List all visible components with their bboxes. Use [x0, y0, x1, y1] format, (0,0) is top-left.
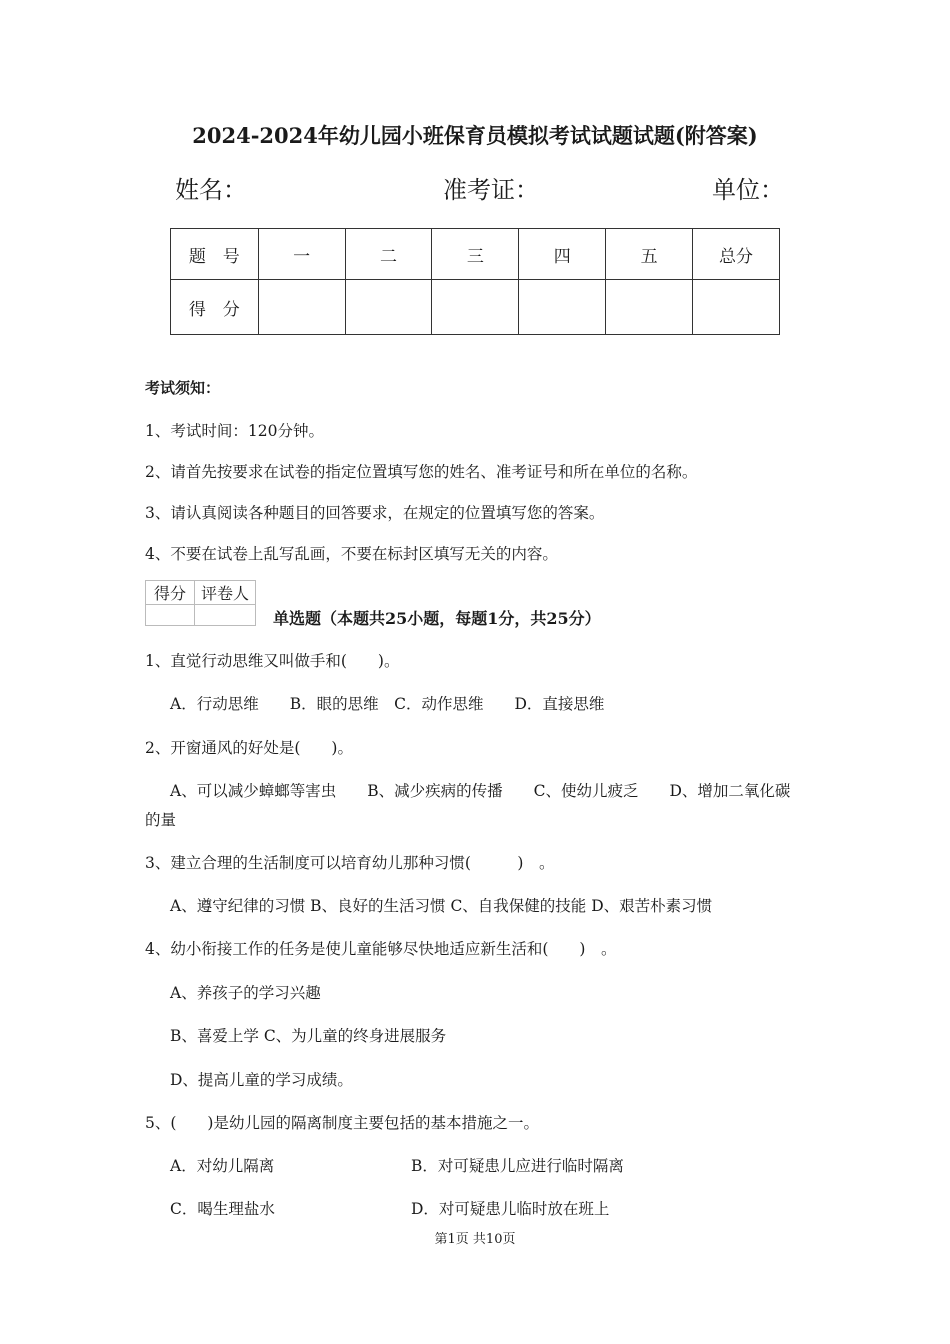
document-title: 2024-2024年幼儿园小班保育员模拟考试试题试题(附答案) — [192, 123, 758, 148]
score-cell[interactable] — [519, 280, 606, 335]
score-header-cell: 五 — [606, 229, 693, 280]
question-options: A、可以减少蟑螂等害虫 B、减少疾病的传播 C、使幼儿疲乏 D、增加二氧化碳 — [170, 782, 791, 800]
score-header-cell: 三 — [432, 229, 519, 280]
score-header-cell: 总分 — [693, 229, 780, 280]
score-header-cell: 一 — [258, 229, 345, 280]
unit-field-label: 单位： — [712, 176, 784, 204]
note-item: 4、不要在试卷上乱写乱画，不要在标封区填写无关的内容。 — [145, 545, 558, 563]
score-table-score-row — [171, 280, 780, 335]
question-stem: 1、直觉行动思维又叫做手和( )。 — [145, 652, 400, 670]
score-header-cell: 题 号 — [171, 229, 259, 280]
grader-score-label: 得分 — [146, 581, 195, 605]
note-item: 3、请认真阅读各种题目的回答要求，在规定的位置填写您的答案。 — [145, 504, 605, 522]
question-options: A、遵守纪律的习惯 B、良好的生活习惯 C、自我保健的技能 D、艰苦朴素习惯 — [170, 897, 713, 915]
question-options-continued: 的量 — [145, 811, 177, 829]
score-cell[interactable] — [258, 280, 345, 335]
question-option: D．对可疑患儿临时放在班上 — [411, 1200, 610, 1218]
grader-score-cell[interactable] — [146, 605, 195, 626]
grader-reviewer-label: 评卷人 — [195, 581, 256, 605]
note-item: 1、考试时间：120分钟。 — [145, 422, 324, 440]
score-header-cell: 四 — [519, 229, 606, 280]
note-item: 2、请首先按要求在试卷的指定位置填写您的姓名、准考证号和所在单位的名称。 — [145, 463, 698, 481]
question-stem: 2、开窗通风的好处是( )。 — [145, 739, 353, 757]
exam-id-field-label: 准考证： — [443, 176, 539, 204]
question-option: A．对幼儿隔离 — [170, 1157, 275, 1175]
question-stem: 4、幼小衔接工作的任务是使儿童能够尽快地适应新生活和( ) 。 — [145, 940, 617, 958]
question-stem: 5、( )是幼儿园的隔离制度主要包括的基本措施之一。 — [145, 1114, 539, 1132]
question-option: B．对可疑患儿应进行临时隔离 — [411, 1157, 624, 1175]
question-option: B、喜爱上学 C、为儿童的终身进展服务 — [170, 1027, 447, 1045]
score-table-header-row — [171, 229, 780, 280]
score-cell[interactable] — [693, 280, 780, 335]
score-cell[interactable] — [432, 280, 519, 335]
grader-table — [145, 580, 256, 626]
question-options: A．行动思维 B．眼的思维 C．动作思维 D．直接思维 — [170, 695, 605, 713]
question-option: C．喝生理盐水 — [170, 1200, 275, 1218]
page-footer: 第1页 共10页 — [434, 1232, 516, 1247]
score-row-label: 得 分 — [171, 280, 259, 335]
question-option: D、提高儿童的学习成绩。 — [170, 1071, 353, 1089]
score-header-cell: 二 — [345, 229, 432, 280]
score-table — [170, 228, 780, 335]
name-field-label: 姓名： — [175, 176, 247, 204]
score-cell[interactable] — [606, 280, 693, 335]
question-stem: 3、建立合理的生活制度可以培育幼儿那种习惯( ) 。 — [145, 854, 555, 872]
section-title: 单选题（本题共25小题，每题1分，共25分） — [273, 609, 601, 628]
question-option: A、养孩子的学习兴趣 — [170, 984, 321, 1002]
score-cell[interactable] — [345, 280, 432, 335]
grader-reviewer-cell[interactable] — [195, 605, 256, 626]
notes-title: 考试须知： — [145, 379, 221, 397]
